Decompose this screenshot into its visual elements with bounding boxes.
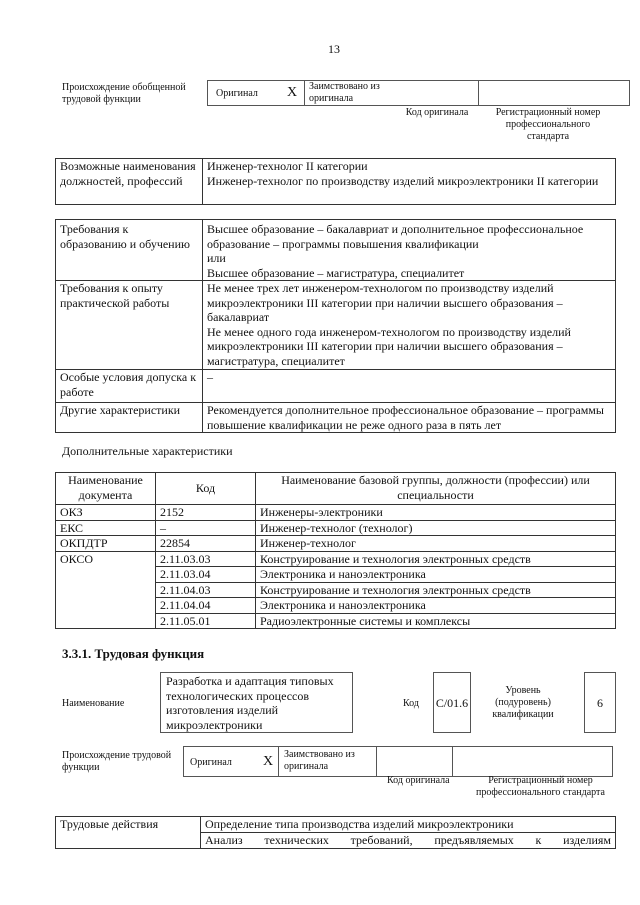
positions-table <box>55 158 616 205</box>
cell-name: Электроника и наноэлектроника <box>256 598 616 614</box>
origin-function-box <box>183 746 613 777</box>
original-label: Оригинал <box>190 757 232 768</box>
cell-name: Конструирование и технология электронных средств <box>256 582 616 598</box>
cell-name: Инженер-технолог <box>256 536 616 552</box>
function-code: C/01.6 <box>433 672 471 733</box>
req-label: Другие характеристики <box>56 403 203 433</box>
cell-name: Конструирование и технология электронных средств <box>256 551 616 567</box>
cell-code: 2.11.04.03 <box>156 582 256 598</box>
header: Наименование базовой группы, должности (профессии) или специальности <box>256 473 616 505</box>
req-value: Высшее образование – магистратура, специалитет <box>207 265 465 280</box>
reg-caption: Регистрационный номер профессионального стандарта <box>476 775 605 798</box>
req-label: Требования к образованию и обучению <box>56 220 203 281</box>
req-value: Не менее трех лет инженером-технологом по производству изделий микроэлектроники III категории при наличии высшего образования – бакалавриат <box>207 281 563 324</box>
header: Код <box>156 473 256 505</box>
original-mark: X <box>287 85 298 100</box>
req-value: Не менее одного года инженером-технологом по производству изделий микроэлектроники III категории при наличии высшего образования – магистратура, специалитет <box>207 324 571 368</box>
cell-code: 2.11.04.04 <box>156 598 256 614</box>
code-caption: Код оригинала <box>387 775 450 786</box>
cell-doc: ЕКС <box>56 520 156 536</box>
original-mark: X <box>263 754 274 769</box>
req-label: Особые условия допуска к работе <box>56 370 203 403</box>
position: Инженер-технолог II категории <box>207 159 368 173</box>
req-value: – <box>203 370 616 403</box>
borrowed-label: Заимствовано из оригинала <box>284 749 355 772</box>
name-label: Наименование <box>62 698 125 709</box>
function-level: 6 <box>584 672 616 733</box>
actions-label: Трудовые действия <box>56 817 201 849</box>
actions-table <box>55 816 616 849</box>
req-value: или <box>207 251 226 265</box>
action-item: Определение типа производства изделий микроэлектроники <box>201 817 616 833</box>
cell-name: Радиоэлектронные системы и комплексы <box>256 613 616 629</box>
cell-name: Инженеры-электроники <box>256 505 616 521</box>
page-number: 13 <box>328 42 340 56</box>
cell-doc: ОКЗ <box>56 505 156 521</box>
cell-code: – <box>156 520 256 536</box>
cell-doc: ОКСО <box>56 551 156 629</box>
cell-doc: ОКПДТР <box>56 536 156 552</box>
function-name: Разработка и адаптация типовых технологических процессов изготовления изделий микроэлектроники <box>160 672 353 733</box>
cell-code: 2.11.03.03 <box>156 551 256 567</box>
borrowed-label: Заимствовано из оригинала <box>309 81 380 104</box>
cell-code: 2152 <box>156 505 256 521</box>
cell-code: 2.11.03.04 <box>156 567 256 583</box>
level-label: Уровень (подуровень) квалификации <box>492 685 554 720</box>
req-label: Требования к опыту практической работы <box>56 281 203 370</box>
header: Наименование документа <box>56 473 156 505</box>
cell-code: 22854 <box>156 536 256 552</box>
reg-caption: Регистрационный номер профессионального стандарта <box>495 107 601 142</box>
original-label: Оригинал <box>216 88 258 99</box>
origin-function-label: Происхождение трудовой функции <box>62 750 172 773</box>
position: Инженер-технолог по производству изделий микроэлектроники II категории <box>207 173 599 188</box>
code-label: Код <box>403 698 419 709</box>
cell-name: Инженер-технолог (технолог) <box>256 520 616 536</box>
origin-label: Происхождение обобщенной трудовой функции <box>62 82 186 105</box>
additional-title: Дополнительные характеристики <box>62 444 233 458</box>
function-heading: 3.3.1. Трудовая функция <box>62 646 205 661</box>
origin-box <box>207 80 630 106</box>
code-caption: Код оригинала <box>405 107 469 118</box>
cell-code: 2.11.05.01 <box>156 613 256 629</box>
positions-label: Возможные наименования должностей, профессий <box>56 159 203 205</box>
action-item: Анализ технических требований, предъявляемых к изделиям <box>201 833 616 849</box>
requirements-table <box>55 219 616 433</box>
req-value: Высшее образование – бакалавриат и дополнительное профессиональное образование – программы повышения квалификации <box>207 222 584 251</box>
req-value: Рекомендуется дополнительное профессиональное образование – программы повышение квалификации не реже одного раза в пять лет <box>203 403 616 433</box>
cell-name: Электроника и наноэлектроника <box>256 567 616 583</box>
additional-table <box>55 472 616 629</box>
